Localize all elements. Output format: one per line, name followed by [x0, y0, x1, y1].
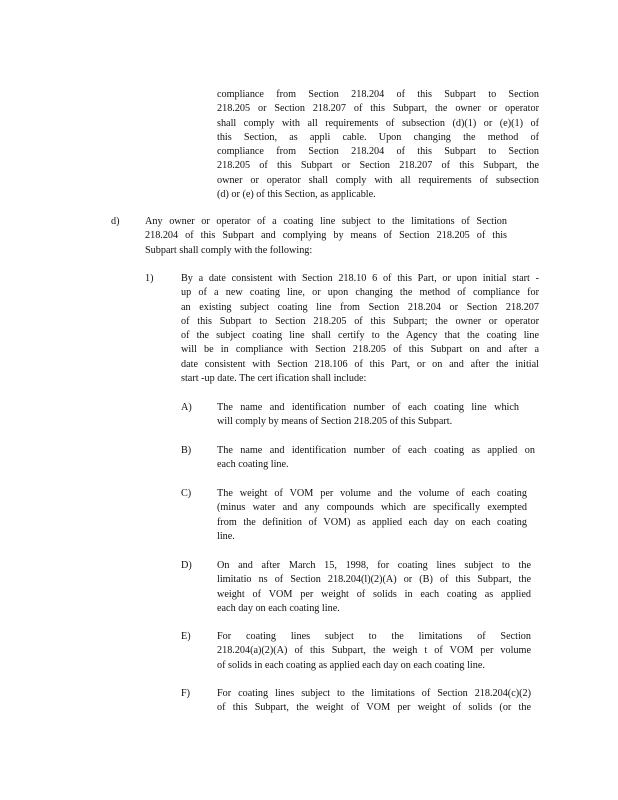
subitem-e-text	[217, 630, 531, 673]
text-line: from the definition of VOM) as applied each day on each coating	[217, 516, 527, 528]
subitem-c-label: C)	[181, 488, 192, 499]
text-line: The name and identification number of each coating as applied on	[217, 445, 535, 456]
text-line: of this Subpart to Section 218.205 of this Subpart; the owner or operator	[181, 315, 539, 327]
text-line: By a date consistent with Section 218.10 6 of this Part, or upon initial start -	[181, 273, 539, 284]
text-line: shall comply with all requirements of subsection (d)(1) or (e)(1) of	[217, 117, 539, 129]
section-d-text	[145, 215, 507, 258]
text-line: an existing subject coating line from Section 218.204 or Section 218.207	[181, 301, 539, 313]
continuation-paragraph	[217, 88, 539, 202]
item-1-label: 1)	[145, 273, 154, 284]
item-1-text	[181, 272, 539, 386]
text-line: The name and identification number of each coating line which	[217, 402, 519, 413]
text-line: 218.204 of this Subpart and complying by means of Section 218.205 of this	[145, 230, 507, 242]
text-line: 218.205 of this Subpart or Section 218.207 of this Subpart, the	[217, 160, 539, 172]
text-line: of the subject coating line shall certify to the Agency that the coating line	[181, 330, 539, 342]
text-line: up of a new coating line, or upon changing the method of compliance for	[181, 287, 539, 299]
text-line: will be in compliance with Section 218.205 of this Subpart on and after a	[181, 344, 539, 356]
text-line: Subpart shall comply with the following:	[145, 244, 313, 256]
text-line: For coating lines subject to the limitations of Section	[217, 631, 531, 642]
text-line: On and after March 15, 1998, for coating lines subject to the	[217, 560, 531, 571]
text-line: (d) or (e) of this Section, as applicable.	[217, 189, 376, 201]
text-line: each coating line.	[217, 459, 289, 471]
text-line: date consistent with Section 218.106 of this Part, or on and after the initial	[181, 358, 539, 370]
text-line: limitatio ns of Section 218.204(l)(2)(A) or (B) of this Subpart, the	[217, 574, 531, 586]
text-line: 218.204(a)(2)(A) of this Subpart, the weigh t of VOM per volume	[217, 645, 531, 657]
subitem-d-label: D)	[181, 560, 192, 571]
subitem-e-label: E)	[181, 631, 191, 642]
subitem-a-label: A)	[181, 402, 192, 413]
text-line: The weight of VOM per volume and the volume of each coating	[217, 488, 527, 499]
section-d-label: d)	[111, 216, 120, 227]
text-line: owner or operator shall comply with all requirements of subsection	[217, 174, 539, 186]
text-line: of solids in each coating as applied each day on each coating line.	[217, 659, 485, 671]
text-line: each day on each coating line.	[217, 602, 340, 614]
text-line: (minus water and any compounds which are specifically exempted	[217, 502, 527, 514]
text-line: For coating lines subject to the limitations of Section 218.204(c)(2)	[217, 688, 531, 699]
text-line: 218.205 or Section 218.207 of this Subpart, the owner or operator	[217, 103, 539, 115]
text-line: start -up date. The cert ification shall include:	[181, 373, 367, 385]
text-line: will comply by means of Section 218.205 of this Subpart.	[217, 416, 453, 428]
subitem-b-label: B)	[181, 445, 192, 456]
subitem-f-text	[217, 687, 531, 716]
text-line: compliance from Section 218.204 of this Subpart to Section	[217, 89, 539, 100]
subitem-b-text	[217, 444, 535, 473]
subitem-f-label: F)	[181, 688, 191, 699]
text-line: Any owner or operator of a coating line subject to the limitations of Section	[145, 216, 507, 227]
subitem-c-text	[217, 487, 527, 544]
text-line: this Section, as appli cable. Upon changing the method of	[217, 131, 539, 143]
subitem-d-text	[217, 559, 531, 616]
text-line: line.	[217, 530, 235, 542]
text-line: weight of VOM per weight of solids in each coating as applied	[217, 588, 531, 600]
subitem-a-text	[217, 401, 519, 430]
text-line: of this Subpart, the weight of VOM per weight of solids (or the	[217, 702, 531, 714]
text-line: compliance from Section 218.204 of this Subpart to Section	[217, 146, 539, 158]
